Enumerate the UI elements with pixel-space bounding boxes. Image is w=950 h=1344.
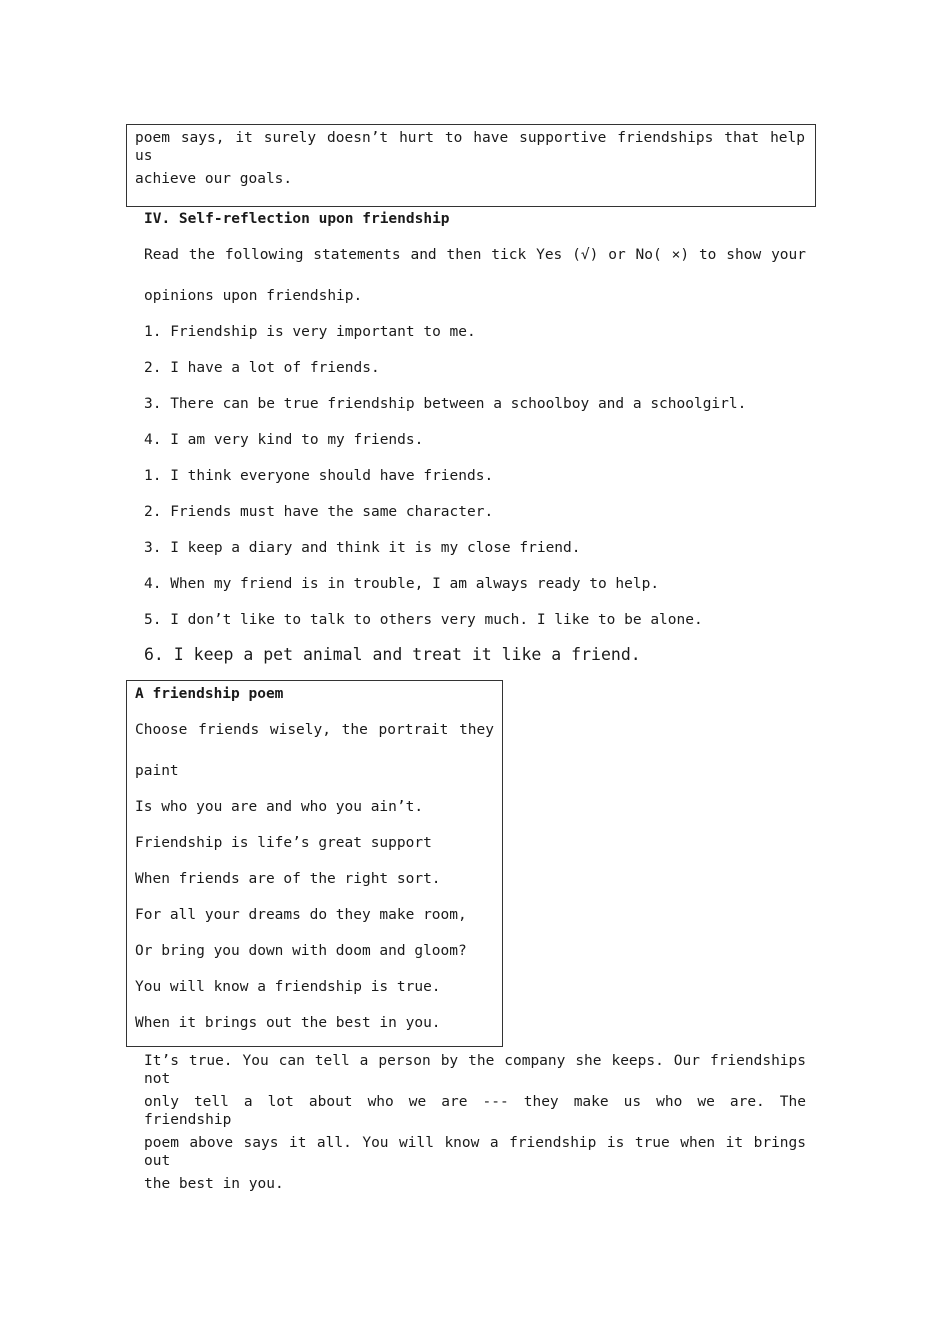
closing-line-1: It’s true. You can tell a person by the company she keeps. Our friendships not <box>144 1053 806 1087</box>
poem-line-4: When friends are of the right sort. <box>135 871 441 887</box>
poem-line-8: When it brings out the best in you. <box>135 1015 441 1031</box>
top-box-line-2: achieve our goals. <box>135 171 293 187</box>
closing-line-2: only tell a lot about who we are --- they make us who we are. The friendship <box>144 1094 806 1128</box>
closing-line-3: poem above says it all. You will know a friendship is true when it brings out <box>144 1135 806 1169</box>
top-box-line-1: poem says, it surely doesn’t hurt to have supportive friendships that help us <box>135 130 805 164</box>
statement-b-2: 2. Friends must have the same character. <box>144 504 494 520</box>
statement-a-1: 1. Friendship is very important to me. <box>144 324 476 340</box>
poem-line-3: Friendship is life’s great support <box>135 835 432 851</box>
statement-b-6: 6. I keep a pet animal and treat it like a friend. <box>144 645 641 664</box>
statement-a-2: 2. I have a lot of friends. <box>144 360 380 376</box>
statement-b-4: 4. When my friend is in trouble, I am always ready to help. <box>144 576 660 592</box>
section-heading: IV. Self-reflection upon friendship <box>144 211 450 227</box>
statement-b-5: 5. I don’t like to talk to others very much. I like to be alone. <box>144 612 703 628</box>
poem-line-1a: Choose friends wisely, the portrait they <box>135 722 494 738</box>
poem-line-7: You will know a friendship is true. <box>135 979 441 995</box>
poem-line-5: For all your dreams do they make room, <box>135 907 467 923</box>
poem-line-1b: paint <box>135 763 179 779</box>
statement-a-4: 4. I am very kind to my friends. <box>144 432 424 448</box>
statement-b-3: 3. I keep a diary and think it is my close friend. <box>144 540 581 556</box>
poem-line-2: Is who you are and who you ain’t. <box>135 799 424 815</box>
instruction-line-2: opinions upon friendship. <box>144 288 363 304</box>
poem-line-6: Or bring you down with doom and gloom? <box>135 943 467 959</box>
instruction-line-1: Read the following statements and then tick Yes (√) or No( ×) to show your <box>144 247 806 263</box>
poem-title: A friendship poem <box>135 686 284 702</box>
statement-b-1: 1. I think everyone should have friends. <box>144 468 494 484</box>
closing-line-4: the best in you. <box>144 1176 284 1192</box>
statement-a-3: 3. There can be true friendship between a schoolboy and a schoolgirl. <box>144 396 747 412</box>
